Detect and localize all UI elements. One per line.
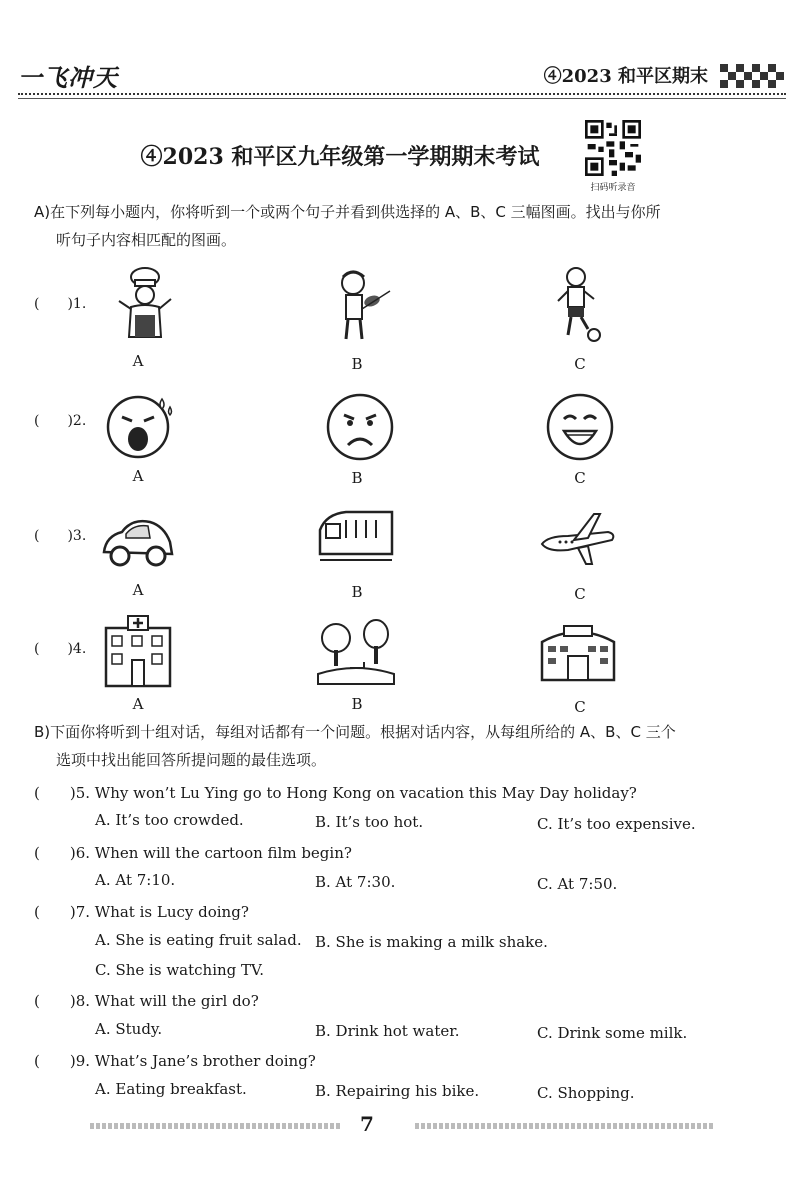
q7-option-a[interactable]: A. She is eating fruit salad. [95, 931, 302, 949]
section-b-line2: 选项中找出能回答所提问题的最佳选项。 [56, 751, 327, 769]
section-b-instructions [34, 718, 676, 774]
q6-option-b[interactable]: B. At 7:30. [315, 873, 396, 891]
q1-label-a: A [132, 352, 144, 370]
train-icon[interactable] [316, 500, 396, 580]
q6-option-a[interactable]: A. At 7:10. [95, 871, 176, 889]
q4-label-c: C [574, 698, 586, 716]
sad-face-icon[interactable] [320, 385, 400, 465]
q9-question: ( )9. What’s Jane’s brother doing? [34, 1052, 316, 1070]
q9-option-c[interactable]: C. Shopping. [537, 1084, 635, 1102]
section-a-line2: 听句子内容相匹配的图画。 [56, 231, 237, 249]
page-number: 7 [360, 1112, 374, 1136]
violin-boy-icon[interactable] [318, 265, 398, 345]
q8-option-b[interactable]: B. Drink hot water. [315, 1022, 460, 1040]
q3-label-a: A [132, 581, 144, 599]
crying-face-icon[interactable] [100, 385, 180, 465]
q6-option-c[interactable]: C. At 7:50. [537, 875, 618, 893]
q4-label-b: B [351, 695, 363, 713]
q5-option-c[interactable]: C. It’s too expensive. [537, 815, 696, 833]
q3-label-b: B [351, 583, 363, 601]
q7-question: ( )7. What is Lucy doing? [34, 903, 249, 921]
car-icon[interactable] [98, 500, 178, 580]
section-a-line1: A)在下列每小题内，你将听到一个或两个句子并看到供选择的 A、B、C 三幅图画。找出与你所 [34, 203, 661, 221]
checker-decoration [712, 60, 786, 92]
laughing-face-icon[interactable] [540, 385, 620, 465]
q8-option-a[interactable]: A. Study. [95, 1020, 163, 1038]
q6-question: ( )6. When will the cartoon film begin? [34, 844, 352, 862]
supermarket-icon[interactable] [538, 612, 618, 692]
q1-label-c: C [574, 355, 586, 373]
q4-label-a: A [132, 695, 144, 713]
q7-option-c[interactable]: C. She is watching TV. [95, 961, 265, 979]
q5-question: ( )5. Why won’t Lu Ying go to Hong Kong on vacation this May Day holiday? [34, 784, 637, 802]
q2-label-c: C [574, 469, 586, 487]
qr-caption: 扫码听录音 [590, 183, 636, 193]
park-icon[interactable] [316, 612, 396, 692]
header-tag: ④2023 和平区期末 [543, 66, 708, 87]
footer-pattern-right [415, 1120, 715, 1132]
q1-label-b: B [351, 355, 363, 373]
hospital-icon[interactable] [98, 612, 178, 692]
section-a-instructions [34, 198, 661, 254]
qr-code-icon[interactable] [585, 120, 641, 176]
header-rule-thin [18, 98, 786, 99]
page-title: ④2023 和平区九年级第一学期期末考试 [140, 144, 540, 170]
q3-number: ( )3. [34, 528, 87, 544]
q9-option-b[interactable]: B. Repairing his bike. [315, 1082, 480, 1100]
q5-option-a[interactable]: A. It’s too crowded. [95, 811, 244, 829]
q5-option-b[interactable]: B. It’s too hot. [315, 813, 424, 831]
q2-label-b: B [351, 469, 363, 487]
q4-number: ( )4. [34, 641, 87, 657]
header-rule [18, 93, 786, 95]
q7-option-b[interactable]: B. She is making a milk shake. [315, 933, 548, 951]
brand-logo: 一飞冲天 [18, 64, 118, 92]
q2-label-a: A [132, 467, 144, 485]
section-b-line1: B)下面你将听到十组对话，每组对话都有一个问题。根据对话内容，从每组所给的 A、B、C 三个 [34, 723, 676, 741]
airplane-icon[interactable] [538, 500, 618, 580]
football-player-icon[interactable] [540, 265, 620, 345]
q8-question: ( )8. What will the girl do? [34, 992, 259, 1010]
q1-number: ( )1. [34, 296, 87, 312]
q9-option-a[interactable]: A. Eating breakfast. [95, 1080, 247, 1098]
q8-option-c[interactable]: C. Drink some milk. [537, 1024, 688, 1042]
footer-pattern-left [90, 1120, 340, 1132]
q2-number: ( )2. [34, 413, 87, 429]
chef-icon[interactable] [105, 265, 185, 345]
q3-label-c: C [574, 585, 586, 603]
